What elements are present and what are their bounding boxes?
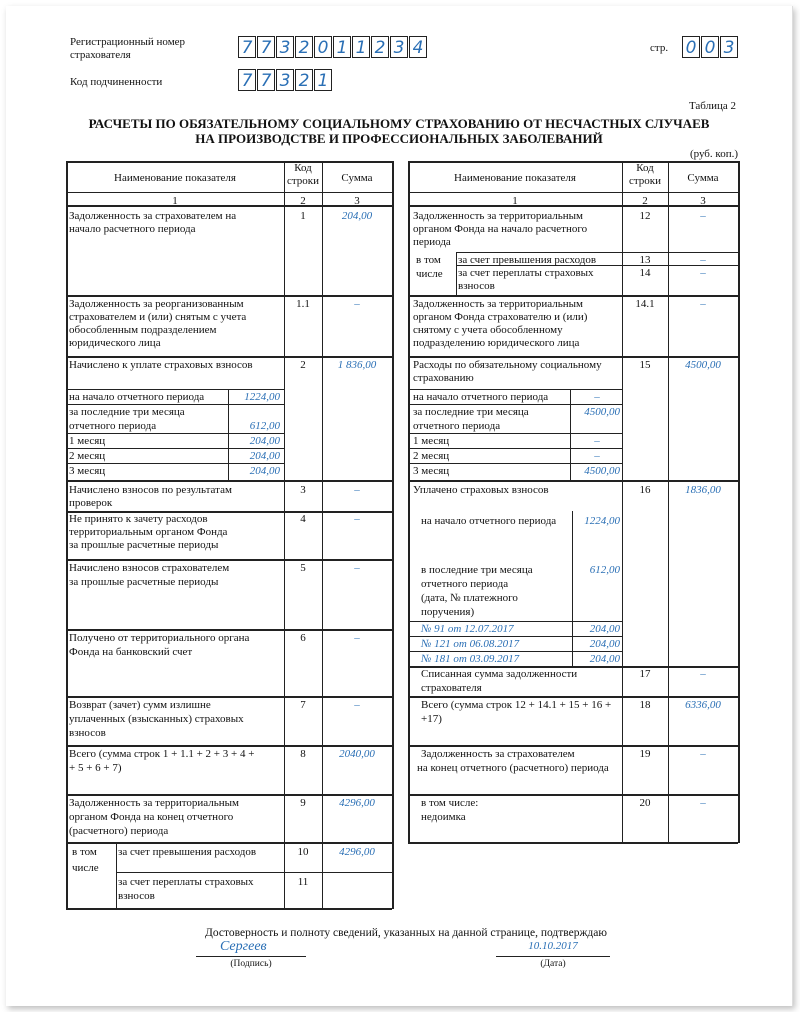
- date-value[interactable]: 10.10.2017: [528, 940, 578, 952]
- grid-line: [408, 389, 622, 390]
- digit-cell[interactable]: 1: [352, 36, 370, 58]
- grid-line: [408, 295, 738, 297]
- table-label: Таблица 2: [688, 100, 736, 112]
- col-header-sum: Сумма: [341, 172, 373, 184]
- grid-line: [66, 908, 392, 910]
- digit-cell[interactable]: 7: [238, 69, 256, 91]
- row-1-1-label-3: обособленным подразделением: [69, 324, 217, 336]
- row-16b-value[interactable]: 612,00: [589, 564, 620, 576]
- row-1-1-label-2: страхователем и (или) снятым с учета: [69, 311, 247, 323]
- row-5-label: Начислено взносов страхователем: [69, 562, 230, 574]
- grid-line: [408, 480, 738, 482]
- digit-cell[interactable]: 3: [390, 36, 408, 58]
- col-number: 3: [354, 195, 360, 207]
- grid-line: [284, 161, 285, 908]
- row-4-label-2: территориальным органом Фонда: [69, 526, 228, 538]
- row-5-value[interactable]: –: [354, 562, 360, 574]
- digit-cell[interactable]: 7: [257, 36, 275, 58]
- month-3-label: 3 месяц: [69, 465, 106, 477]
- col-number: 1: [172, 195, 178, 207]
- grid-line: [66, 356, 392, 358]
- row-16a-value[interactable]: 1224,00: [584, 515, 620, 527]
- row-5-label-2: за прошлые расчетные периоды: [69, 576, 219, 588]
- row-3-code: 3: [300, 484, 306, 496]
- subordination-cells[interactable]: [238, 69, 333, 91]
- grid-line: [408, 621, 622, 622]
- row-15b-label-2: отчетного периода: [413, 420, 501, 432]
- row-5-code: 5: [300, 562, 306, 574]
- row-1-label: Задолженность за страхователем на: [69, 210, 237, 222]
- row-19-label: Задолженность за страхователем: [421, 748, 575, 760]
- reg-number-label: Регистрационный номер: [70, 36, 186, 48]
- month-3-value[interactable]: 204,00: [249, 465, 280, 477]
- grid-line: [456, 252, 738, 253]
- row-19-label-2: на конец отчетного (расчетного) периода: [417, 762, 609, 774]
- grid-line: [408, 842, 738, 844]
- row-2a-value[interactable]: 1224,00: [244, 391, 280, 403]
- row-1-code: 1: [300, 210, 306, 222]
- grid-line: [738, 161, 740, 843]
- col-header-code: Код: [294, 162, 312, 174]
- row-14-code: 14: [639, 267, 651, 279]
- col-header-code-2: строки: [286, 175, 320, 187]
- grid-line: [322, 161, 323, 908]
- row-14-label: за счет переплаты страховых: [458, 267, 594, 279]
- grid-line: [66, 463, 284, 464]
- grid-line: [66, 745, 392, 747]
- col-number: 3: [700, 195, 706, 207]
- row-14-1-label-3: снятому с учета обособленному: [413, 324, 563, 336]
- row-13-label: за счет превышения расходов: [458, 254, 597, 266]
- month-2-label: 2 месяц: [413, 450, 450, 462]
- row-16b-label-2: отчетного периода: [421, 578, 509, 590]
- grid-line: [66, 696, 392, 698]
- grid-line: [408, 433, 622, 434]
- form-page: [6, 6, 793, 1006]
- grid-line: [66, 480, 392, 482]
- row-10-code: 10: [297, 846, 309, 858]
- row-17-code: 17: [639, 668, 651, 680]
- row-20-label-2: недоимка: [421, 811, 466, 823]
- digit-cell[interactable]: 3: [720, 36, 738, 58]
- row-13-code: 13: [639, 254, 651, 266]
- payment-order-2-value[interactable]: 204,00: [589, 638, 620, 650]
- month-1-label: 1 месяц: [413, 435, 450, 447]
- grid-line: [408, 404, 622, 405]
- row-15-code: 15: [639, 359, 651, 371]
- row-12-value[interactable]: –: [700, 210, 706, 222]
- digit-cell[interactable]: 7: [238, 36, 256, 58]
- row-8-code: 8: [300, 748, 306, 760]
- grid-line: [116, 842, 117, 908]
- row-2-value[interactable]: 1 836,00: [337, 359, 377, 371]
- row-8-value[interactable]: 2040,00: [339, 748, 375, 760]
- row-18-code: 18: [639, 699, 651, 711]
- signature-caption: (Подпись): [230, 959, 272, 969]
- col-header-name: Наименование показателя: [454, 172, 576, 184]
- row-20-label: в том числе:: [421, 797, 479, 809]
- payment-order-1[interactable]: № 91 от 12.07.2017: [421, 623, 514, 635]
- row-19-value[interactable]: –: [700, 748, 706, 760]
- grid-line: [66, 842, 392, 844]
- col-number: 1: [512, 195, 518, 207]
- digit-cell[interactable]: 0: [314, 36, 332, 58]
- row-17-label-2: страхователя: [421, 682, 482, 694]
- row-8-label-2: + 5 + 6 + 7): [69, 762, 122, 774]
- row-4-value[interactable]: –: [354, 513, 360, 525]
- row-14-1-code: 14.1: [635, 298, 655, 310]
- row-11-label: за счет переплаты страховых: [118, 876, 254, 888]
- month-1-value[interactable]: –: [594, 435, 600, 447]
- col-header-sum: Сумма: [687, 172, 719, 184]
- grid-line: [408, 192, 738, 193]
- col-header-name: Наименование показателя: [114, 172, 236, 184]
- row-15a-label: на начало отчетного периода: [413, 391, 549, 403]
- row-14-1-label: Задолженность за территориальным: [413, 298, 584, 310]
- grid-line: [66, 559, 392, 561]
- row-20-code: 20: [639, 797, 651, 809]
- digit-cell[interactable]: 0: [682, 36, 700, 58]
- signature: Сергеев: [220, 939, 267, 954]
- digit-cell[interactable]: 2: [295, 36, 313, 58]
- row-10-label: за счет превышения расходов: [118, 846, 257, 858]
- row-18-value[interactable]: 6336,00: [685, 699, 721, 711]
- row-6-label-2: Фонда на банковский счет: [69, 646, 193, 658]
- col-number: 2: [642, 195, 648, 207]
- month-2-label: 2 месяц: [69, 450, 106, 462]
- row-15b-value[interactable]: 4500,00: [584, 406, 620, 418]
- row-12-label-2: органом Фонда на начало расчетного: [413, 223, 588, 235]
- row-13-value[interactable]: –: [700, 254, 706, 266]
- grid-line: [408, 356, 738, 358]
- page-title: РАСЧЕТЫ ПО ОБЯЗАТЕЛЬНОМУ СОЦИАЛЬНОМУ СТРАХОВАНИЮ ОТ НЕСЧАСТНЫХ СЛУЧАЕВ: [88, 116, 710, 131]
- confirmation-statement: Достоверность и полноту сведений, указанных на данной странице, подтверждаю: [205, 927, 607, 939]
- row-1-1-label-4: юридического лица: [69, 337, 161, 349]
- in-that-label: в том: [416, 254, 441, 266]
- col-header-code-2: строки: [628, 175, 662, 187]
- row-8-label: Всего (сумма строк 1 + 1.1 + 2 + 3 + 4 +: [69, 748, 255, 760]
- digit-cell[interactable]: 4: [409, 36, 427, 58]
- row-9-label-2: органом Фонда на конец отчетного: [69, 811, 234, 823]
- grid-line: [116, 872, 392, 873]
- row-19-code: 19: [639, 748, 651, 760]
- payment-order-2[interactable]: № 121 от 06.08.2017: [421, 638, 520, 650]
- units-label: (руб. коп.): [689, 148, 738, 160]
- grid-line: [66, 794, 392, 796]
- row-16b-label: в последние три месяца: [421, 564, 533, 576]
- row-9-code: 9: [300, 797, 306, 809]
- row-6-label: Получено от территориального органа: [69, 632, 250, 644]
- grid-line: [66, 433, 284, 434]
- row-14-value[interactable]: –: [700, 267, 706, 279]
- row-4-label-3: за прошлые расчетные периоды: [69, 539, 219, 551]
- row-3-value[interactable]: –: [354, 484, 360, 496]
- grid-line: [66, 389, 284, 390]
- grid-line: [392, 161, 394, 909]
- digit-cell[interactable]: 2: [295, 69, 313, 91]
- row-7-code: 7: [300, 699, 306, 711]
- grid-line: [408, 636, 622, 637]
- date-line: [496, 956, 610, 957]
- row-18-label-2: +17): [421, 713, 442, 725]
- row-14-1-label-2: органом Фонда страхователю и (или): [413, 311, 588, 323]
- row-11-code: 11: [297, 876, 309, 888]
- grid-line: [66, 161, 68, 909]
- row-12-code: 12: [639, 210, 651, 222]
- row-3-label-2: проверок: [69, 497, 113, 509]
- row-12-label-3: периода: [413, 236, 451, 248]
- row-6-code: 6: [300, 632, 306, 644]
- grid-line: [408, 696, 738, 698]
- reg-number-cells[interactable]: [238, 36, 428, 58]
- payment-order-1-value[interactable]: 204,00: [589, 623, 620, 635]
- reg-number-label-2: страхователя: [70, 49, 131, 61]
- grid-line: [66, 404, 284, 405]
- grid-line: [408, 161, 738, 163]
- digit-cell[interactable]: 2: [371, 36, 389, 58]
- row-2-label: Начислено к уплате страховых взносов: [69, 359, 253, 371]
- in-that-label-2: числе: [416, 268, 443, 280]
- digit-cell[interactable]: 3: [276, 36, 294, 58]
- row-16b-label-3: (дата, № платежного: [421, 592, 518, 604]
- month-1-value[interactable]: 204,00: [249, 435, 280, 447]
- row-2b-value[interactable]: 612,00: [249, 420, 280, 432]
- row-18-label: Всего (сумма строк 12 + 14.1 + 15 + 16 +: [421, 699, 612, 711]
- digit-cell[interactable]: 1: [314, 69, 332, 91]
- page-title-line2: НА ПРОИЗВОДСТВЕ И ПРОФЕССИОНАЛЬНЫХ ЗАБОЛЕВАНИЙ: [195, 131, 603, 146]
- row-15a-value[interactable]: –: [594, 391, 600, 403]
- digit-cell[interactable]: 0: [701, 36, 719, 58]
- digit-cell[interactable]: 3: [276, 69, 294, 91]
- row-2b-label-2: отчетного периода: [69, 420, 157, 432]
- row-3-label: Начислено взносов по результатам: [69, 484, 232, 496]
- row-12-label: Задолженность за территориальным: [413, 210, 584, 222]
- row-6-value[interactable]: –: [354, 632, 360, 644]
- row-10-value[interactable]: 4296,00: [339, 846, 375, 858]
- signature-line: [196, 956, 306, 957]
- row-1-1-value[interactable]: –: [354, 298, 360, 310]
- month-2-value[interactable]: 204,00: [249, 450, 280, 462]
- month-1-label: 1 месяц: [69, 435, 106, 447]
- grid-line: [66, 192, 392, 193]
- row-7-label: Возврат (зачет) сумм излишне: [69, 699, 211, 711]
- col-header-code: Код: [636, 162, 654, 174]
- date-caption: (Дата): [540, 959, 566, 969]
- row-11-label-2: взносов: [118, 890, 155, 902]
- row-14-label-2: взносов: [458, 280, 495, 292]
- grid-line: [408, 161, 410, 843]
- row-16-code: 16: [639, 484, 651, 496]
- row-1-value[interactable]: 204,00: [341, 210, 373, 222]
- grid-line: [408, 448, 622, 449]
- row-16a-label: на начало отчетного периода: [421, 515, 557, 527]
- grid-line: [66, 448, 284, 449]
- row-4-code: 4: [300, 513, 306, 525]
- row-16-value[interactable]: 1836,00: [685, 484, 721, 496]
- row-15b-label: за последние три месяца: [413, 406, 529, 418]
- grid-line: [66, 295, 392, 297]
- grid-line: [408, 794, 738, 796]
- page-label: стр.: [650, 42, 669, 54]
- row-2-code: 2: [300, 359, 306, 371]
- row-17-label: Списанная сумма задолженности: [421, 668, 578, 680]
- row-16-label: Уплачено страховых взносов: [413, 484, 549, 496]
- grid-line: [408, 651, 622, 652]
- row-9-label-3: (расчетного) периода: [69, 825, 169, 837]
- row-7-label-2: уплаченных (взысканных) страховых: [69, 713, 244, 725]
- row-1-label-2: начало расчетного периода: [69, 223, 196, 235]
- row-20-value[interactable]: –: [700, 797, 706, 809]
- row-14-1-label-4: подразделению юридического лица: [413, 337, 580, 349]
- month-2-value[interactable]: –: [594, 450, 600, 462]
- grid-line: [66, 161, 392, 163]
- row-9-label: Задолженность за территориальным: [69, 797, 240, 809]
- row-2b-label: за последние три месяца: [69, 406, 185, 418]
- row-17-value[interactable]: –: [700, 668, 706, 680]
- month-3-label: 3 месяц: [413, 465, 450, 477]
- payment-order-3-value[interactable]: 204,00: [589, 653, 620, 665]
- digit-cell[interactable]: 1: [333, 36, 351, 58]
- row-9-value[interactable]: 4296,00: [339, 797, 375, 809]
- row-15-value[interactable]: 4500,00: [685, 359, 721, 371]
- row-7-value[interactable]: –: [354, 699, 360, 711]
- payment-order-3[interactable]: № 181 от 03.09.2017: [421, 653, 520, 665]
- row-15-label: Расходы по обязательному социальному: [413, 359, 602, 371]
- row-16b-label-4: поручения): [421, 606, 475, 618]
- in-that-label: в том: [72, 846, 97, 858]
- grid-line: [408, 745, 738, 747]
- row-4-label: Не принято к зачету расходов: [69, 513, 208, 525]
- col-number: 2: [300, 195, 306, 207]
- row-2a-label: на начало отчетного периода: [69, 391, 205, 403]
- digit-cell[interactable]: 7: [257, 69, 275, 91]
- page-number-cells[interactable]: [682, 36, 739, 58]
- grid-line: [456, 252, 457, 295]
- grid-line: [66, 629, 392, 631]
- row-7-label-3: взносов: [69, 727, 106, 739]
- grid-line: [408, 463, 622, 464]
- row-1-1-label: Задолженность за реорганизованным: [69, 298, 244, 310]
- row-14-1-value[interactable]: –: [700, 298, 706, 310]
- subordination-label: Код подчиненности: [70, 76, 163, 88]
- row-15-label-2: страхованию: [413, 372, 474, 384]
- in-that-label-2: числе: [72, 862, 99, 874]
- row-1-1-code: 1.1: [296, 298, 310, 310]
- month-3-value[interactable]: 4500,00: [584, 465, 620, 477]
